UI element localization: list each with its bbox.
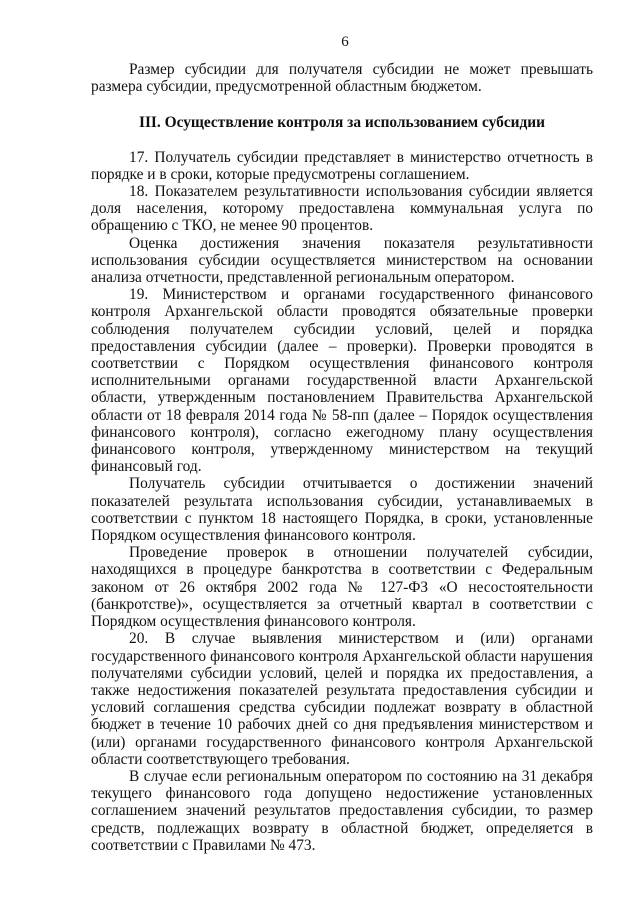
paragraph-20-refund: В случае если региональным оператором по состоянию на 31 декабря текущего финансового года допущено недостижение установленных соглашением значений результатов предоставления субсидии, то размер средств, подлежащих возврату в областной бюджет, определяется в соответствии с Правилами № 473. [91, 767, 593, 854]
paragraph-19: 19. Министерством и органами государственного финансового контроля Архангельской области проводятся обязательные проверки соблюдения получателем субсидии условий, целей и порядка предоставления субсидии (далее – проверки). Проверки проводятся в соответствии с Порядком осуществления финансового контроля исполнительными органами государственной власти Архангельской области, утвержденным постановлением Правительства Архангельской области от 18 февраля 2014 года № 58-пп (далее – Порядок осуществления финансового контроля), согласно ежегодному плану осуществления финансового контроля, утвержденному министерством на текущий финансовый год. [91, 286, 593, 476]
paragraph-18-evaluation: Оценка достижения значения показателя результативности использования субсидии осуществляется министерством на основании анализа отчетности, представленной региональным оператором. [91, 234, 593, 287]
paragraph-19-reporting: Получатель субсидии отчитывается о достижении значений показателей результата использования субсидии, устанавливаемых в соответствии с пунктом 18 настоящего Порядка, в сроки, установленные Порядком осуществления финансового контроля. [91, 475, 593, 545]
intro-paragraph: Размер субсидии для получателя субсидии не может превышать размера субсидии, предусмотренной областным бюджетом. [91, 61, 593, 96]
section-heading: III. Осуществление контроля за использованием субсидии [138, 114, 546, 132]
page-number: 6 [341, 34, 349, 50]
paragraph-17: 17. Получатель субсидии представляет в министерство отчетность в порядке и в сроки, которые предусмотрены соглашением. [91, 148, 593, 183]
paragraph-20: 20. В случае выявления министерством и (или) органами государственного финансового контроля Архангельской области нарушения получателями субсидии условий, целей и порядка их предоставления, а также недостижения показателей результата предоставления субсидии и условий соглашения средства субсидии подлежат возврату в областной бюджет в течение 10 рабочих дней со дня предъявления министерством и (или) органами государственного финансового контроля Архангельской области соответствующего требования. [91, 630, 593, 768]
paragraph-19-bankruptcy: Проведение проверок в отношении получателей субсидии, находящихся в процедуре банкротства в соответствии с Федеральным законом от 26 октября 2002 года № 127-ФЗ «О несостоятельности (банкротстве)», осуществляется за отчетный квартал в соответствии с Порядком осуществления финансового контроля. [91, 544, 593, 631]
paragraph-18: 18. Показателем результативности использования субсидии является доля населения, которому предоставлена коммунальная услуга по обращению с ТКО, не менее 90 процентов. [91, 183, 593, 235]
